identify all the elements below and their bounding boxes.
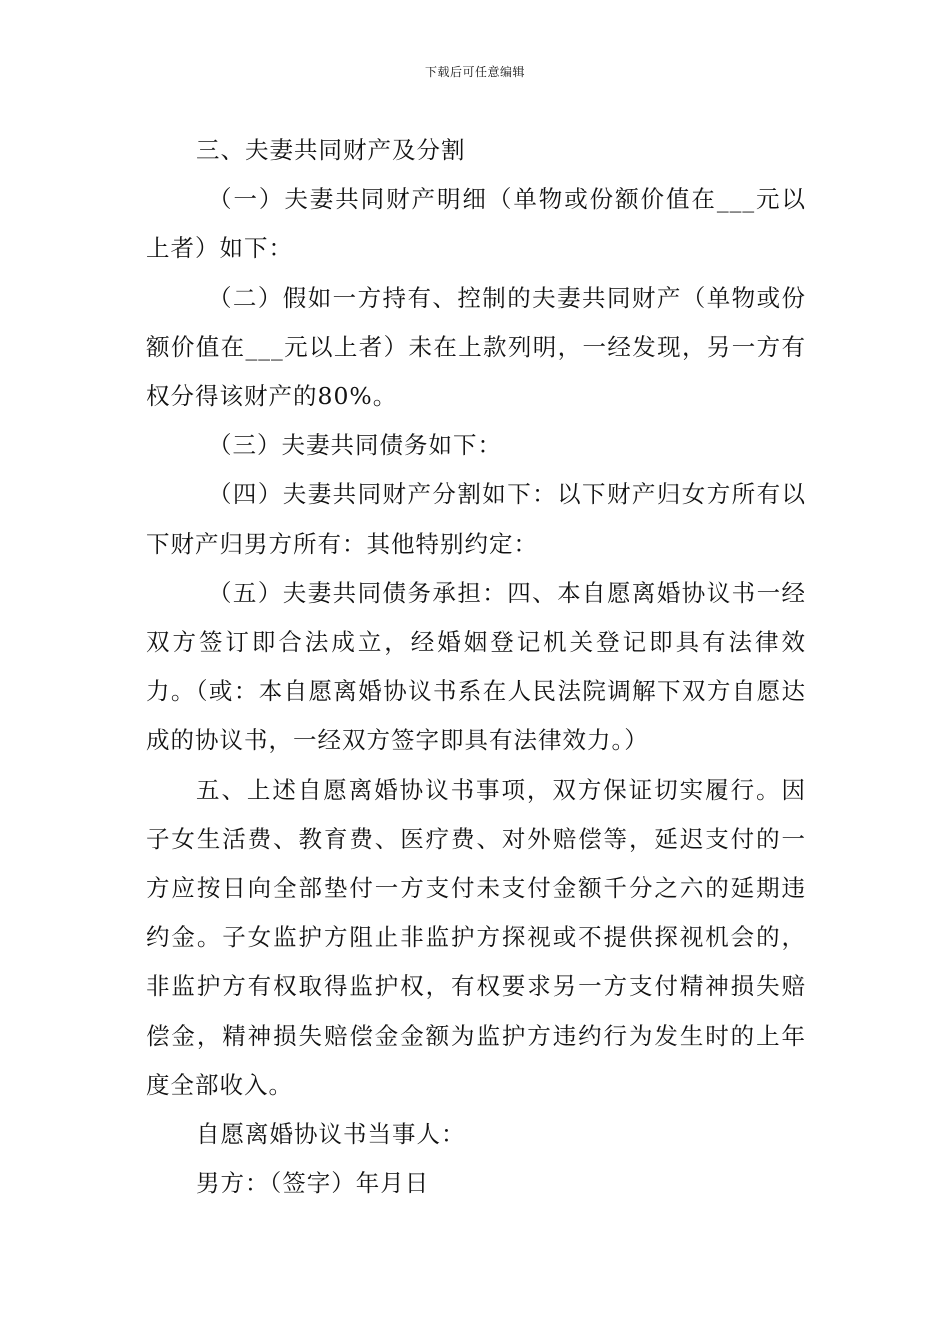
section-heading-property: 三、夫妻共同财产及分割 <box>196 136 466 164</box>
clause-2-undisclosed-property: （二）假如一方持有、控制的夫妻共同财产（单物或份额价值在___元以上者）未在上款列明，一经发现，另一方有权分得该财产的80%。 <box>146 283 806 411</box>
clause-1-property-list: （一）夫妻共同财产明细（单物或份额价值在___元以上者）如下： <box>146 185 806 263</box>
section-performance-guarantee: 五、上述自愿离婚协议书事项，双方保证切实履行。因子女生活费、教育费、医疗费、对外赔偿等，延迟支付的一方应按日向全部垫付一方支付未支付金额千分之六的延期违约金。子女监护方阻止非监护方探视或不提供探视机会的，非监护方有权取得监护权，有权要求另一方支付精神损失赔偿金，精神损失赔偿金金额为监护方违约行为发生时的上年度全部收入。 <box>146 775 806 1099</box>
male-party-signature-line: 男方：（签字）年月日 <box>196 1169 430 1198</box>
clause-4-property-division: （四）夫妻共同财产分割如下：以下财产归女方所有以下财产归男方所有：其他特别约定： <box>146 480 806 558</box>
parties-label: 自愿离婚协议书当事人： <box>196 1120 466 1149</box>
page-header-note: 下载后可任意编辑 <box>424 65 525 79</box>
document-body <box>146 126 806 1208</box>
clause-3-joint-debts: （三）夫妻共同债务如下： <box>208 431 502 460</box>
clause-5-debt-bearing: （五）夫妻共同债务承担：四、本自愿离婚协议书一经双方签订即合法成立，经婚姻登记机关登记即具有法律效力。（或：本自愿离婚协议书系在人民法院调解下双方自愿达成的协议书，一经双方签字即具有法律效力。） <box>146 578 806 755</box>
